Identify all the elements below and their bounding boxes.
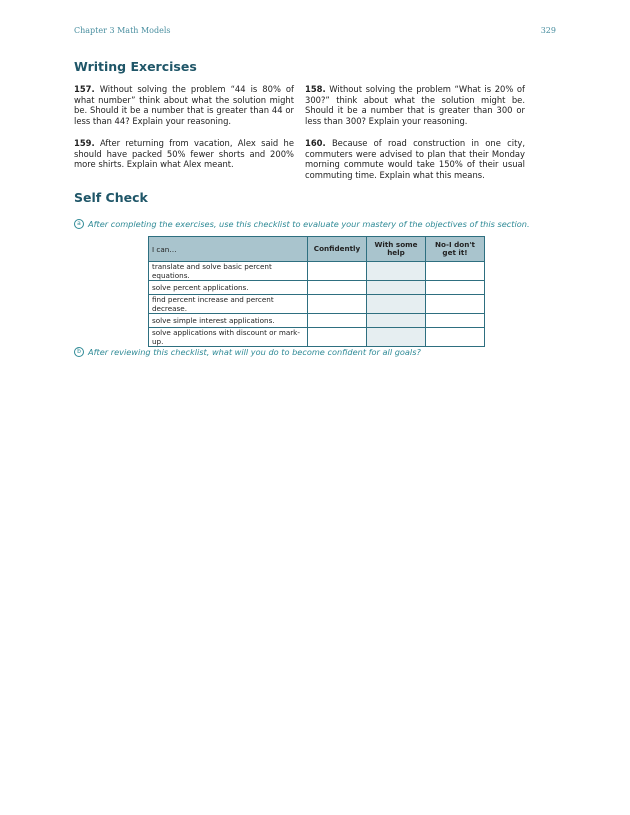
running-header (74, 26, 556, 35)
no-dont-get-it-cell[interactable] (426, 262, 485, 281)
exercise-text: Without solving the problem “44 is 80% of what number” think about what the solution might be. Should it be a number that is greater than 44 or less than 44? Explain your reasoning. (74, 84, 294, 126)
objective-label: solve percent applications. (149, 281, 308, 295)
confidently-cell[interactable] (308, 281, 367, 295)
confidently-cell[interactable] (308, 262, 367, 281)
writing-exercises-heading: Writing Exercises (74, 59, 197, 74)
exercise-160 (305, 138, 525, 180)
self-check-prompt-a (74, 219, 530, 229)
table-row (149, 314, 485, 328)
confidently-cell[interactable] (308, 295, 367, 314)
table-row (149, 281, 485, 295)
exercise-number: 158. (305, 84, 326, 94)
header-with-some-help: With some help (367, 237, 426, 262)
chapter-title: Chapter 3 Math Models (74, 26, 171, 35)
self-check-prompt-b (74, 347, 421, 357)
self-check-table (148, 236, 485, 347)
exercise-text: After returning from vacation, Alex said he should have packed 50% fewer shorts and 200% more shirts. Explain what Alex meant. (74, 138, 294, 169)
circled-b-icon: b (74, 347, 84, 357)
exercise-159 (74, 138, 294, 170)
objective-label: translate and solve basic percent equations. (149, 262, 308, 281)
no-dont-get-it-cell[interactable] (426, 314, 485, 328)
header-no-dont-get-it: No-I don't get it! (426, 237, 485, 262)
with-some-help-cell[interactable] (367, 314, 426, 328)
exercise-text: Because of road construction in one city, commuters were advised to plan that their Monday morning commute would take 150% of their usual commuting time. Explain what this means. (305, 138, 525, 180)
page-number: 329 (540, 26, 556, 35)
with-some-help-cell[interactable] (367, 295, 426, 314)
objective-label: solve applications with discount or mark-up. (149, 328, 308, 347)
self-check-heading: Self Check (74, 190, 148, 205)
prompt-a-text: After completing the exercises, use this checklist to evaluate your mastery of the objectives of this section. (88, 219, 530, 229)
table-row (149, 262, 485, 281)
no-dont-get-it-cell[interactable] (426, 328, 485, 347)
exercise-number: 160. (305, 138, 326, 148)
exercise-number: 159. (74, 138, 95, 148)
table-row (149, 295, 485, 314)
header-i-can: I can… (149, 237, 308, 262)
objective-label: solve simple interest applications. (149, 314, 308, 328)
with-some-help-cell[interactable] (367, 328, 426, 347)
with-some-help-cell[interactable] (367, 262, 426, 281)
exercise-number: 157. (74, 84, 95, 94)
header-confidently: Confidently (308, 237, 367, 262)
no-dont-get-it-cell[interactable] (426, 281, 485, 295)
circled-a-icon: a (74, 219, 84, 229)
with-some-help-cell[interactable] (367, 281, 426, 295)
exercise-text: Without solving the problem “What is 20% of 300?” think about what the solution might be. Should it be a number that is greater than 300 or less than 300? Explain your reasoning. (305, 84, 525, 126)
prompt-b-text: After reviewing this checklist, what will you do to become confident for all goals? (88, 347, 421, 357)
confidently-cell[interactable] (308, 328, 367, 347)
table-row (149, 328, 485, 347)
exercise-157 (74, 84, 294, 126)
objective-label: find percent increase and percent decrease. (149, 295, 308, 314)
no-dont-get-it-cell[interactable] (426, 295, 485, 314)
exercise-158 (305, 84, 525, 126)
table-header-row (149, 237, 485, 262)
confidently-cell[interactable] (308, 314, 367, 328)
